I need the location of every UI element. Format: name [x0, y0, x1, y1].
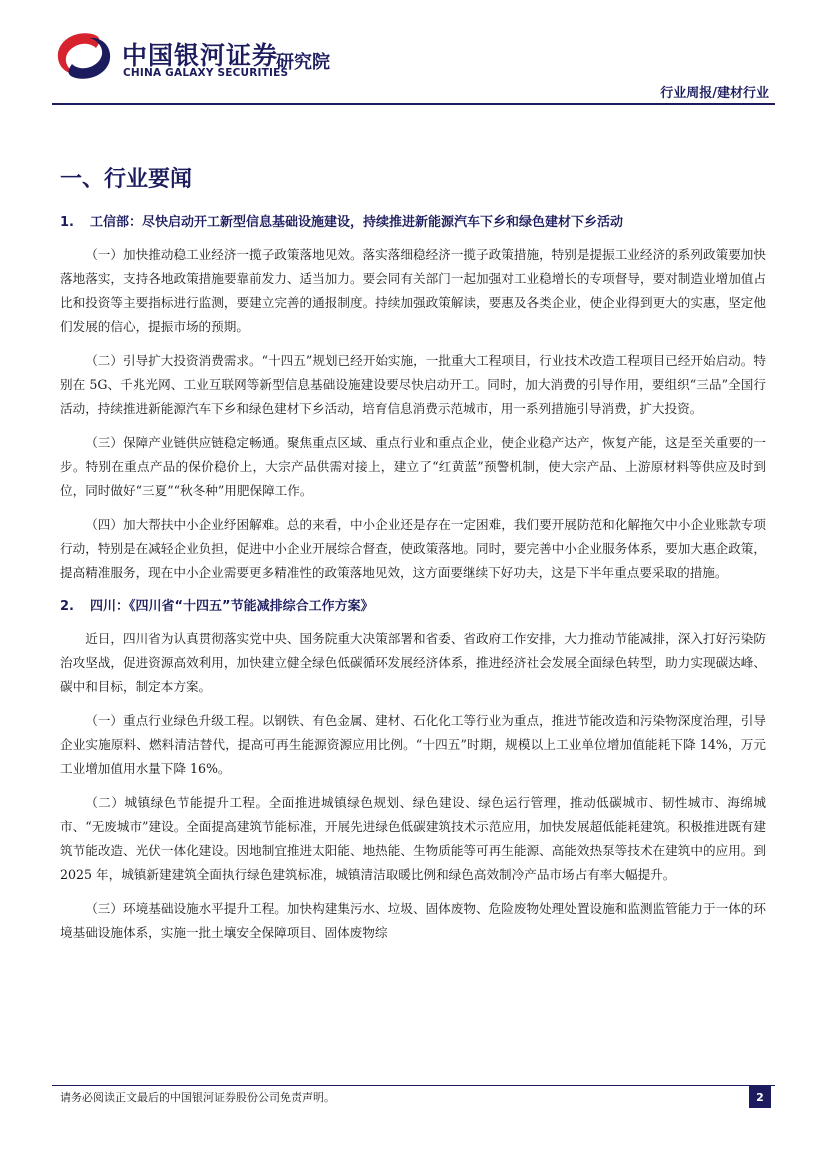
footer-disclaimer: 请务必阅读正文最后的中国银河证券股份公司免责声明。: [60, 1091, 335, 1104]
galaxy-logo-icon: [52, 28, 116, 84]
item-title: [60, 595, 766, 619]
footer-divider: [52, 1085, 775, 1086]
report-type: 行业周报/建材行业: [660, 86, 769, 101]
brand-name-cn: 中国银河证券: [122, 41, 279, 70]
paragraph: （一）加快推动稳工业经济一揽子政策落地见效。落实落细稳经济一揽子政策措施，特别是提振工业经济的系列政策要加快落地落实，支持各地政策措施要靠前发力、适当加力。要会同有关部门一起加强对工业稳增长的专项督导，要对制造业增加值占比和投资等主要指标进行监测，要建立完善的通报制度。持续加强政策解读，要惠及各类企业，使企业得到更大的实惠，坚定他们发展的信心，提振市场的预期。: [60, 247, 766, 334]
item-title: [60, 211, 766, 235]
item-heading: 四川：《四川省“十四五”节能减排综合工作方案》: [90, 599, 374, 614]
paragraph: （二）引导扩大投资消费需求。“十四五”规划已经开始实施，一批重大工程项目，行业技术改造工程项目已经开始启动。特别在 5G、千兆光网、工业互联网等新型信息基础设施建设要尽快启动开工。同时，加大消费的引导作用，要组织“三品”全国行活动，持续推进新能源汽车下乡和绿色建材下乡活动，培育信息消费示范城市，用一系列措施引导消费，扩大投资。: [60, 353, 766, 416]
section-title: 一、行业要闻: [60, 167, 193, 192]
page-number: 2: [749, 1086, 771, 1108]
header-divider: [52, 103, 775, 105]
paragraph: （四）加大帮扶中小企业纾困解难。总的来看，中小企业还是存在一定困难，我们要开展防范和化解拖欠中小企业账款专项行动，特别是在减轻企业负担，促进中小企业开展综合督查，使政策落地。同时，要完善中小企业服务体系，要加大惠企政策，提高精准服务，现在中小企业需要更多精准性的政策落地见效，这方面要继续下好功夫，这是下半年重点要采取的措施。: [60, 517, 766, 580]
paragraph: 近日，四川省为认真贯彻落实党中央、国务院重大决策部署和省委、省政府工作安排，大力推动节能减排，深入打好污染防治攻坚战，促进资源高效利用，加快建立健全绿色低碳循环发展经济体系，推进经济社会发展全面绿色转型，助力实现碳达峰、碳中和目标，制定本方案。: [60, 631, 766, 694]
brand-institute: 研究院: [276, 52, 330, 73]
paragraph: （二）城镇绿色节能提升工程。全面推进城镇绿色规划、绿色建设、绿色运行管理，推动低碳城市、韧性城市、海绵城市、“无废城市”建设。全面提高建筑节能标准，开展先进绿色低碳建筑技术示范应用，加快发展超低能耗建筑。积极推进既有建筑节能改造、光伏一体化建设。因地制宜推进太阳能、地热能、生物质能等可再生能源、高能效热泵等技术在建筑中的应用。到 2025 年，城镇新建建筑全面执行绿色建筑标准，城镇清洁取暖比例和绿色高效制冷产品市场占有率大幅提升。: [60, 795, 766, 882]
item-number: 1.: [60, 215, 74, 230]
paragraph: （三）保障产业链供应链稳定畅通。聚焦重点区域、重点行业和重点企业，使企业稳产达产，恢复产能，这是至关重要的一步。特别在重点产品的保价稳价上，大宗产品供需对接上，建立了“红黄蓝”预警机制，使大宗产品、上游原材料等供应及时到位，同时做好“三夏”“秋冬种”用肥保障工作。: [60, 435, 766, 498]
item-heading: 工信部：尽快启动开工新型信息基础设施建设，持续推进新能源汽车下乡和绿色建材下乡活动: [90, 215, 624, 230]
main-content: [60, 162, 766, 955]
paragraph: （三）环境基础设施水平提升工程。加快构建集污水、垃圾、固体废物、危险废物处理处置设施和监测监管能力于一体的环境基础设施体系，实施一批土壤安全保障项目、固体废物综: [60, 901, 766, 940]
page-header: [0, 0, 827, 110]
item-number: 2.: [60, 599, 74, 614]
brand-name-en: CHINA GALAXY SECURITIES: [123, 67, 289, 79]
paragraph: （一）重点行业绿色升级工程。以钢铁、有色金属、建材、石化化工等行业为重点，推进节能改造和污染物深度治理，引导企业实施原料、燃料清洁替代，提高可再生能源资源应用比例。“十四五”时期，规模以上工业单位增加值能耗下降 14%，万元工业增加值用水量下降 16%。: [60, 713, 766, 776]
